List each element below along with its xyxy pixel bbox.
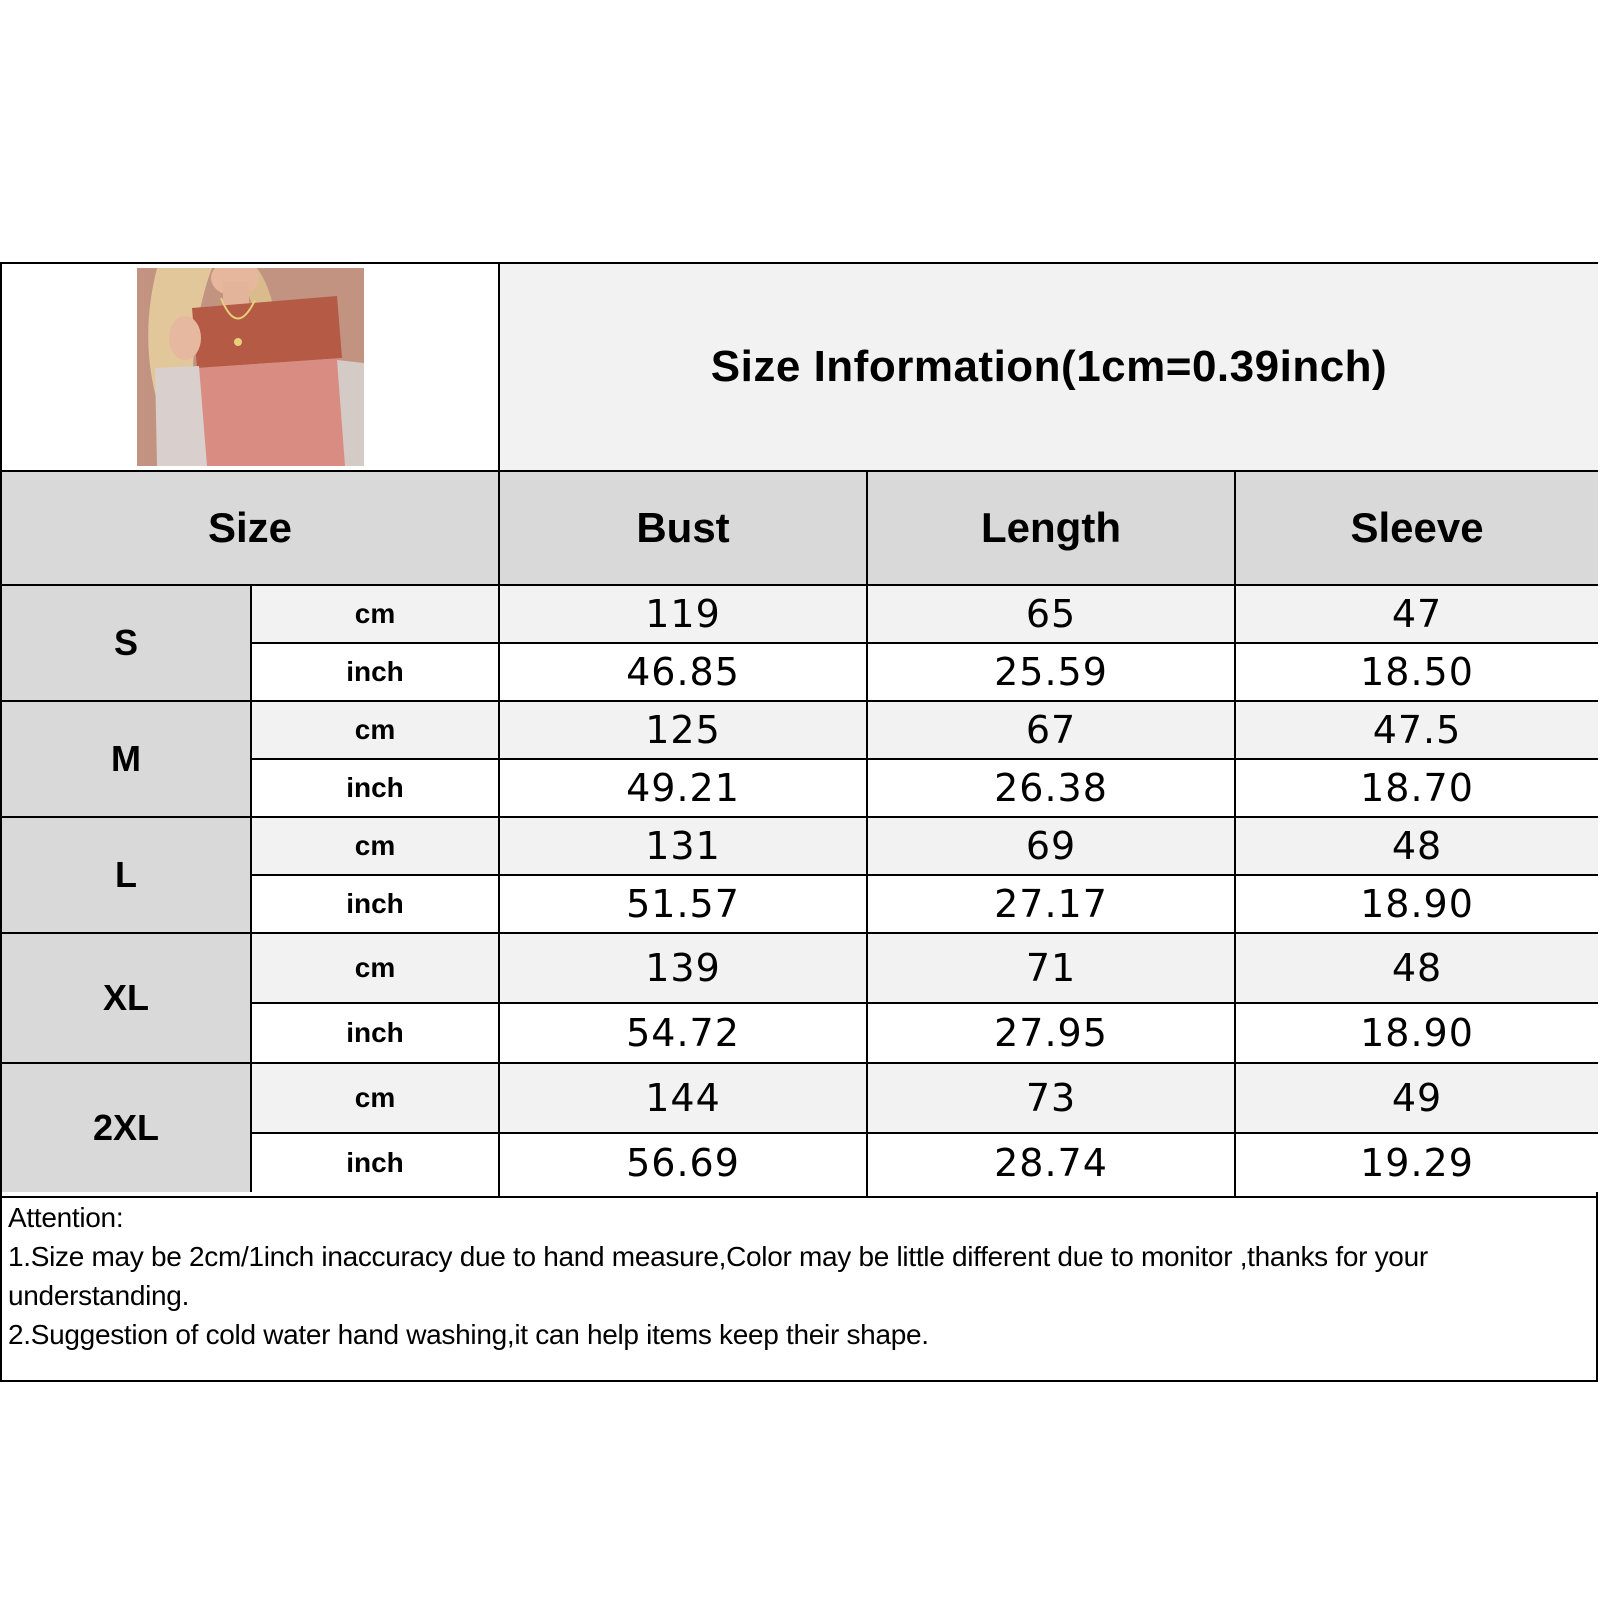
value-bust: 144	[645, 1076, 721, 1120]
notes-heading: Attention:	[8, 1202, 124, 1233]
value-cell-sleeve-cm	[1236, 1064, 1598, 1132]
value-length: 69	[1025, 824, 1077, 868]
unit-label-inch: inch	[346, 1017, 404, 1048]
value-length: 65	[1025, 592, 1077, 636]
value-cell-bust-cm	[500, 702, 866, 758]
header-size-label: Size	[207, 504, 293, 551]
unit-cell-cm	[252, 818, 498, 874]
unit-cell-inch	[252, 1134, 498, 1192]
product-photo-cell	[2, 264, 498, 470]
unit-label-cm: cm	[354, 830, 396, 861]
size-label: S	[113, 622, 138, 663]
size-label-cell	[2, 702, 250, 816]
unit-label-cm: cm	[354, 1082, 396, 1113]
header-size	[2, 472, 498, 584]
value-cell-sleeve-cm	[1236, 934, 1598, 1002]
unit-cell-cm	[252, 1064, 498, 1132]
value-sleeve: 48	[1391, 824, 1443, 868]
value-length: 25.59	[994, 650, 1108, 694]
unit-label-cm: cm	[354, 598, 396, 629]
size-label: M	[111, 738, 141, 779]
value-cell-length-cm	[868, 586, 1234, 642]
chart-title: Size Information(1cm=0.39inch)	[710, 342, 1388, 391]
value-sleeve: 49	[1391, 1076, 1443, 1120]
value-length: 73	[1025, 1076, 1077, 1120]
value-length: 27.95	[994, 1011, 1108, 1055]
value-length: 26.38	[994, 766, 1108, 810]
size-label: 2XL	[92, 1107, 160, 1148]
unit-cell-inch	[252, 1004, 498, 1062]
value-bust: 119	[645, 592, 721, 636]
value-length: 67	[1025, 708, 1077, 752]
header-sleeve	[1236, 472, 1598, 584]
header-bust-label: Bust	[636, 504, 730, 551]
value-cell-sleeve-inch	[1236, 876, 1598, 932]
value-cell-sleeve-inch	[1236, 1004, 1598, 1062]
value-cell-bust-cm	[500, 586, 866, 642]
value-bust: 49.21	[626, 766, 740, 810]
value-cell-length-cm	[868, 934, 1234, 1002]
value-length: 28.74	[994, 1141, 1108, 1185]
value-sleeve: 48	[1391, 946, 1443, 990]
unit-cell-cm	[252, 934, 498, 1002]
notes-line-1: 1.Size may be 2cm/1inch inaccuracy due to hand measure,Color may be little different due to monitor ,thanks for your understanding.	[8, 1241, 1428, 1311]
value-sleeve: 19.29	[1360, 1141, 1474, 1185]
unit-cell-inch	[252, 876, 498, 932]
value-cell-sleeve-inch	[1236, 644, 1598, 700]
value-sleeve: 18.70	[1360, 766, 1474, 810]
value-sleeve: 47	[1391, 592, 1443, 636]
value-cell-length-inch	[868, 760, 1234, 816]
value-cell-bust-inch	[500, 1134, 866, 1192]
unit-cell-inch	[252, 760, 498, 816]
value-sleeve: 47.5	[1372, 708, 1462, 752]
value-bust: 51.57	[626, 882, 740, 926]
size-label-cell	[2, 586, 250, 700]
chart-title-cell	[500, 264, 1598, 470]
value-cell-bust-cm	[500, 818, 866, 874]
unit-cell-inch	[252, 644, 498, 700]
value-bust: 46.85	[626, 650, 740, 694]
value-sleeve: 18.90	[1360, 1011, 1474, 1055]
unit-cell-cm	[252, 586, 498, 642]
value-cell-sleeve-cm	[1236, 818, 1598, 874]
value-bust: 139	[645, 946, 721, 990]
value-cell-bust-inch	[500, 876, 866, 932]
product-photo-image	[137, 268, 364, 466]
value-sleeve: 18.90	[1360, 882, 1474, 926]
value-cell-bust-inch	[500, 644, 866, 700]
value-cell-sleeve-inch	[1236, 1134, 1598, 1192]
size-label-cell	[2, 1064, 250, 1192]
unit-label-inch: inch	[346, 772, 404, 803]
value-bust: 125	[645, 708, 721, 752]
size-label: XL	[102, 977, 149, 1018]
unit-label-inch: inch	[346, 1147, 404, 1178]
value-cell-length-inch	[868, 876, 1234, 932]
value-cell-sleeve-cm	[1236, 702, 1598, 758]
value-length: 71	[1025, 946, 1077, 990]
unit-label-inch: inch	[346, 656, 404, 687]
value-cell-length-cm	[868, 1064, 1234, 1132]
value-cell-length-cm	[868, 702, 1234, 758]
value-cell-bust-cm	[500, 934, 866, 1002]
unit-label-cm: cm	[354, 952, 396, 983]
header-length-label: Length	[981, 504, 1121, 551]
notes-line-2: 2.Suggestion of cold water hand washing,it can help items keep their shape.	[8, 1319, 929, 1350]
value-cell-bust-cm	[500, 1064, 866, 1132]
value-cell-sleeve-cm	[1236, 586, 1598, 642]
size-chart	[0, 262, 1598, 1382]
value-sleeve: 18.50	[1360, 650, 1474, 694]
attention-notes	[8, 1198, 1588, 1354]
value-cell-length-inch	[868, 1134, 1234, 1192]
unit-cell-cm	[252, 702, 498, 758]
size-label: L	[115, 854, 137, 895]
size-label-cell	[2, 934, 250, 1062]
value-length: 27.17	[994, 882, 1108, 926]
value-cell-sleeve-inch	[1236, 760, 1598, 816]
header-bust	[500, 472, 866, 584]
unit-label-inch: inch	[346, 888, 404, 919]
value-bust: 56.69	[626, 1141, 740, 1185]
value-cell-length-inch	[868, 644, 1234, 700]
value-bust: 54.72	[626, 1011, 740, 1055]
product-photo	[137, 268, 364, 466]
header-length	[868, 472, 1234, 584]
value-bust: 131	[645, 824, 721, 868]
header-sleeve-label: Sleeve	[1350, 504, 1484, 551]
size-label-cell	[2, 818, 250, 932]
value-cell-bust-inch	[500, 760, 866, 816]
value-cell-length-inch	[868, 1004, 1234, 1062]
unit-label-cm: cm	[354, 714, 396, 745]
value-cell-bust-inch	[500, 1004, 866, 1062]
value-cell-length-cm	[868, 818, 1234, 874]
